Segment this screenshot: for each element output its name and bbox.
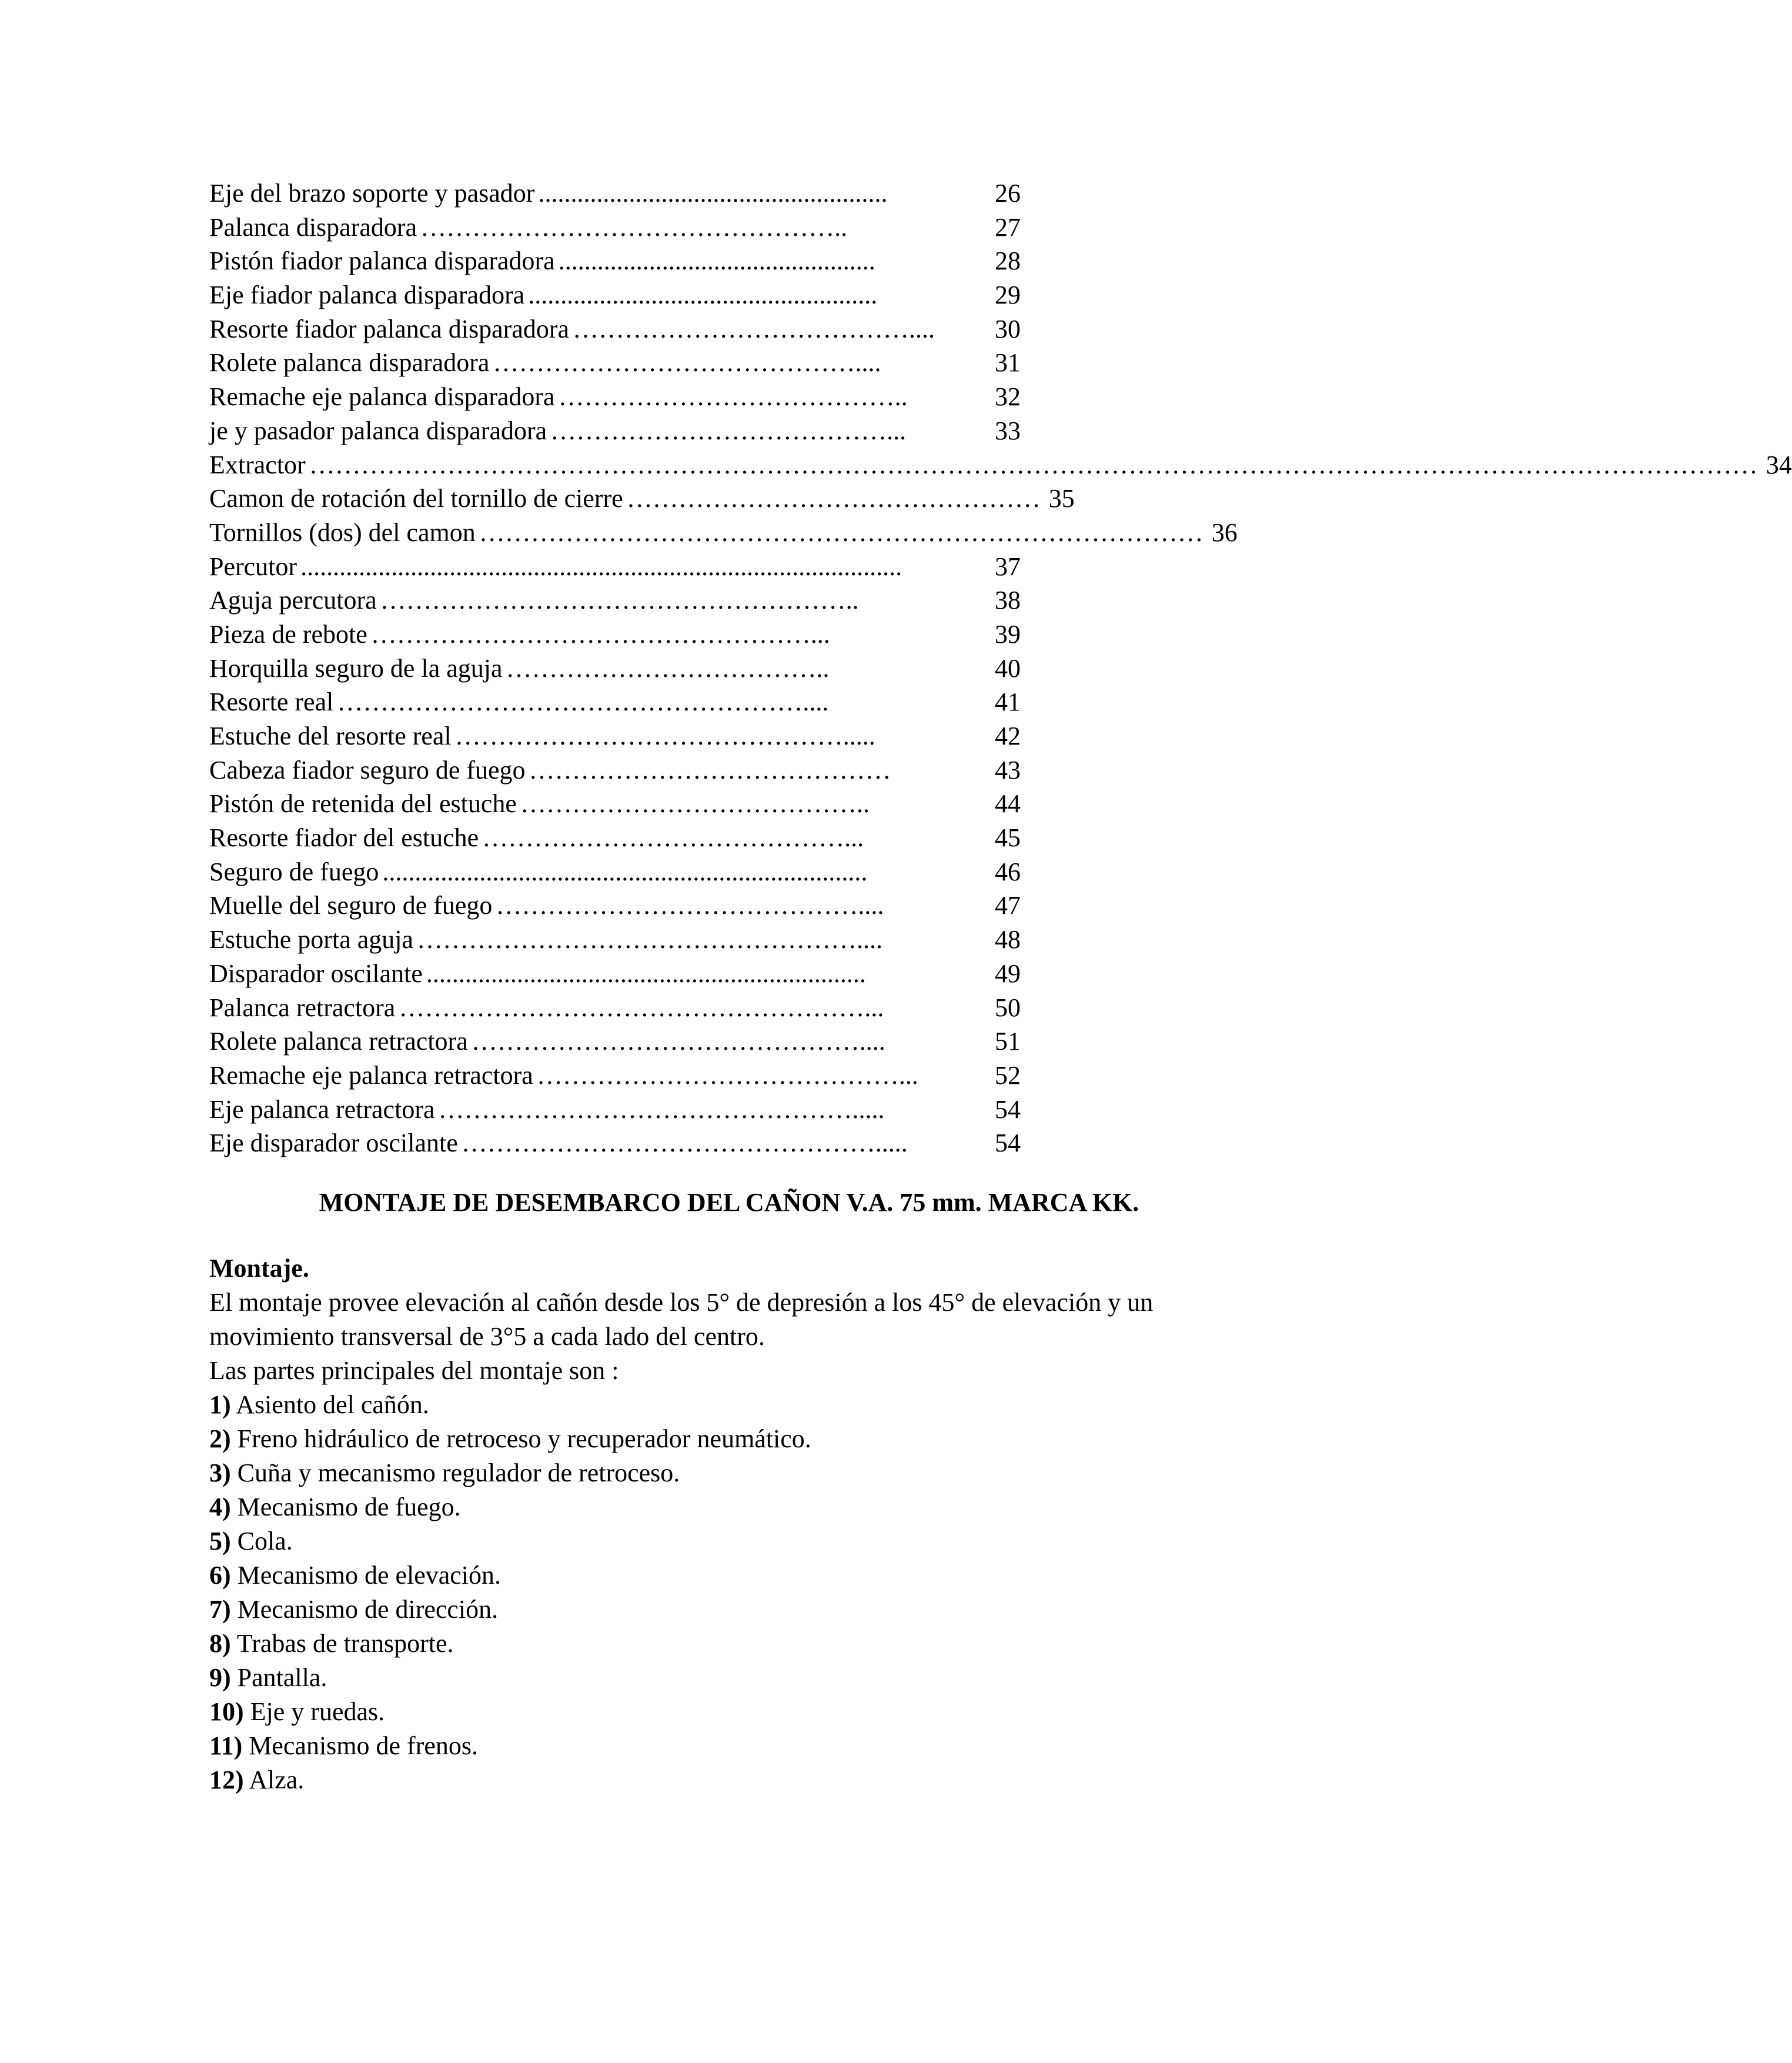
dot-leader: .................................................................... <box>426 959 866 988</box>
page-number: 28 <box>995 246 1021 276</box>
dot-leader: …………………………………………….... <box>416 925 882 954</box>
dot-leader: ……………………………………………... <box>370 619 830 649</box>
page-number: 40 <box>995 653 1021 683</box>
page-number: 52 <box>995 1060 1021 1090</box>
entry-name: Eje palanca retractora <box>209 1094 435 1124</box>
entry-name: Estuche porta aguja <box>209 925 413 954</box>
index-entry <box>209 652 1021 686</box>
index-entry <box>209 176 1021 211</box>
page-number: 45 <box>995 823 1021 853</box>
item-text: Asiento del cañón. <box>236 1390 429 1419</box>
index-entry <box>209 482 1075 516</box>
entry-name: Camon de rotación del tornillo de cierre <box>209 484 623 513</box>
entry-name: Resorte fiador del estuche <box>209 823 479 853</box>
entry-name: Eje del brazo soporte y pasador <box>209 179 535 208</box>
dot-leader: …………………………………………..... <box>461 1129 908 1158</box>
page-number: 54 <box>995 1094 1021 1124</box>
page-number: 35 <box>1048 484 1075 513</box>
section-title: MONTAJE DE DESEMBARCO DEL CAÑON V.A. 75 mm. MARCA KK. <box>319 1188 1139 1217</box>
item-text: Alza. <box>249 1765 305 1794</box>
dot-leader: …………………………………….... <box>496 891 884 920</box>
dot-leader: ........................................................................... <box>382 857 868 886</box>
entry-name: Rolete palanca disparadora <box>209 348 490 378</box>
main-part-item <box>209 1422 1279 1456</box>
entry-name: Eje disparador oscilante <box>209 1129 458 1158</box>
dot-leader: ……………………………………….... <box>471 1027 885 1056</box>
item-number: 10) <box>209 1697 244 1726</box>
entry-name: Remache eje palanca retractora <box>209 1060 533 1090</box>
main-part-item <box>209 1558 1279 1593</box>
dot-leader: …………………………………………………………………………………………………………………………………………………… <box>309 450 1758 479</box>
index-entry <box>209 889 1021 923</box>
entry-name: Resorte real <box>209 687 334 717</box>
item-text: Cola. <box>237 1527 293 1555</box>
main-part-item <box>209 1388 1279 1422</box>
dot-leader: ……………………………………………….... <box>337 687 829 717</box>
dot-leader: …………………………………… <box>529 755 891 785</box>
intro-paragraph: El montaje provee elevación al cañón desde los 5° de depresión a los 45° de elevación y un movimiento transversal de 3°5 a cada lado del centro. <box>209 1288 1154 1351</box>
page-number: 29 <box>995 281 1021 310</box>
dot-leader: …………………………………….... <box>493 348 881 378</box>
entry-name: Disparador oscilante <box>209 959 423 988</box>
index-entry <box>209 1093 1021 1127</box>
index-entry <box>209 448 1792 482</box>
item-text: Eje y ruedas. <box>250 1697 385 1726</box>
dot-leader: ................................................. <box>558 246 875 276</box>
dot-leader: ………………………………………………………………………… <box>479 518 1203 547</box>
index-entry <box>209 414 1021 448</box>
entry-name: Percutor <box>209 552 297 581</box>
entry-name: Eje fiador palanca disparadora <box>209 281 525 310</box>
index-entry <box>209 787 1021 821</box>
page-number: 33 <box>995 416 1021 445</box>
dot-leader: …………………………………... <box>550 416 907 445</box>
page-number: 48 <box>995 925 1021 954</box>
page-number: 31 <box>995 348 1021 378</box>
item-number: 6) <box>209 1561 231 1590</box>
index-entry <box>209 516 1238 550</box>
entry-name: Extractor <box>209 450 306 479</box>
main-part-item <box>209 1490 1279 1524</box>
entry-name: Estuche del resorte real <box>209 722 452 750</box>
index-entry <box>209 583 1021 617</box>
index-entry <box>209 278 1021 312</box>
page-number: 43 <box>995 755 1021 785</box>
entry-name: Seguro de fuego <box>209 857 379 886</box>
montaje-section <box>209 1251 1279 1797</box>
entry-name: Pistón de retenida del estuche <box>209 789 517 819</box>
index-entry <box>209 211 1021 245</box>
page-number: 30 <box>995 314 1021 343</box>
dot-leader: ……………………………………………….. <box>380 586 859 615</box>
main-part-item <box>209 1729 1279 1763</box>
index-entry <box>209 346 1021 380</box>
item-number: 1) <box>209 1390 231 1419</box>
page-number: 46 <box>995 857 1021 886</box>
index-entry <box>209 1126 1021 1160</box>
entry-name: Horquilla seguro de la aguja <box>209 653 503 683</box>
entry-name: Resorte fiador palanca disparadora <box>209 314 570 343</box>
item-number: 5) <box>209 1527 231 1555</box>
page-number: 42 <box>995 722 1021 750</box>
index-entry <box>209 244 1021 278</box>
item-number: 4) <box>209 1493 231 1521</box>
index-entry <box>209 923 1021 957</box>
page-number: 34 <box>1766 450 1792 479</box>
main-part-item <box>209 1627 1279 1661</box>
index-entry <box>209 617 1021 652</box>
dot-leader: ...................................................... <box>528 281 878 310</box>
index-entry <box>209 685 1021 719</box>
entry-name: Rolete palanca retractora <box>209 1027 468 1056</box>
page-number: 26 <box>995 179 1021 208</box>
main-part-item <box>209 1456 1279 1490</box>
dot-leader: ………………………………….... <box>573 314 935 343</box>
main-part-item <box>209 1763 1279 1797</box>
index-entry <box>209 312 1021 346</box>
dot-leader: ………………………………………… <box>626 484 1041 513</box>
main-part-item <box>209 1695 1279 1729</box>
entry-name: je y pasador palanca disparadora <box>209 416 547 445</box>
dot-leader: …………………………………………..... <box>438 1094 885 1124</box>
page-number: 51 <box>995 1027 1021 1056</box>
main-parts-list <box>209 1388 1279 1797</box>
page-number: 36 <box>1211 518 1238 547</box>
dot-leader: ............................................................................................. <box>300 552 902 581</box>
entry-name: Palanca retractora <box>209 993 396 1022</box>
entry-name: Palanca disparadora <box>209 212 417 242</box>
page-number: 39 <box>995 619 1021 649</box>
list-intro: Las partes principales del montaje son : <box>209 1356 619 1385</box>
index-entry <box>209 1059 1021 1093</box>
item-text: Mecanismo de frenos. <box>249 1731 479 1760</box>
entry-name: Cabeza fiador seguro de fuego <box>209 755 526 785</box>
index-entry <box>209 753 1021 787</box>
page-number: 27 <box>995 212 1021 242</box>
entry-name: Muelle del seguro de fuego <box>209 891 493 920</box>
item-text: Mecanismo de fuego. <box>237 1493 461 1521</box>
item-text: Mecanismo de elevación. <box>237 1561 502 1590</box>
item-number: 11) <box>209 1731 243 1760</box>
entry-name: Aguja percutora <box>209 586 377 615</box>
index-entry <box>209 855 1021 889</box>
page-number: 44 <box>995 789 1021 819</box>
index-entry <box>209 957 1021 991</box>
dot-leader: ………………………………………..... <box>454 722 875 750</box>
page-number: 47 <box>995 891 1021 920</box>
item-number: 12) <box>209 1765 244 1794</box>
item-number: 8) <box>209 1629 231 1658</box>
dot-leader: ……………………………….. <box>506 653 830 683</box>
index-entry <box>209 719 1021 753</box>
main-part-item <box>209 1593 1279 1627</box>
item-number: 7) <box>209 1595 231 1624</box>
page-number: 32 <box>995 382 1021 412</box>
dot-leader: ………………………………………….. <box>420 212 848 242</box>
item-number: 9) <box>209 1663 231 1692</box>
main-part-item <box>209 1661 1279 1695</box>
dot-leader: ...................................................... <box>538 179 888 208</box>
main-part-item <box>209 1524 1279 1558</box>
item-text: Pantalla. <box>237 1663 327 1692</box>
item-number: 3) <box>209 1458 231 1487</box>
index-entry <box>209 550 1021 584</box>
entry-name: Tornillos (dos) del camon <box>209 518 476 547</box>
item-text: Trabas de transporte. <box>236 1629 454 1658</box>
item-number: 2) <box>209 1424 231 1453</box>
dot-leader: ………………………………….. <box>520 789 870 819</box>
dot-leader: ………………………………….. <box>558 382 908 412</box>
index-entry <box>209 380 1021 414</box>
item-text: Freno hidráulico de retroceso y recuperador neumático. <box>237 1424 811 1453</box>
dot-leader: ………………………………………………... <box>399 993 884 1022</box>
page-number: 38 <box>995 586 1021 615</box>
subsection-heading: Montaje. <box>209 1254 309 1283</box>
entry-name: Remache eje palanca disparadora <box>209 382 555 412</box>
entry-name: Pistón fiador palanca disparadora <box>209 246 555 276</box>
dot-leader: ……………………………………... <box>482 823 864 853</box>
item-text: Cuña y mecanismo regulador de retroceso. <box>237 1458 680 1487</box>
index-entry <box>209 821 1021 855</box>
dot-leader: ……………………………………... <box>536 1060 918 1090</box>
parts-index-list <box>209 176 1792 1160</box>
page-number: 54 <box>995 1129 1021 1158</box>
page-number: 50 <box>995 993 1021 1022</box>
page-number: 41 <box>995 687 1021 717</box>
page-number: 49 <box>995 959 1021 988</box>
index-entry <box>209 1024 1021 1059</box>
page-number: 37 <box>995 552 1021 581</box>
entry-name: Pieza de rebote <box>209 619 367 649</box>
index-entry <box>209 991 1021 1025</box>
item-text: Mecanismo de dirección. <box>237 1595 499 1624</box>
